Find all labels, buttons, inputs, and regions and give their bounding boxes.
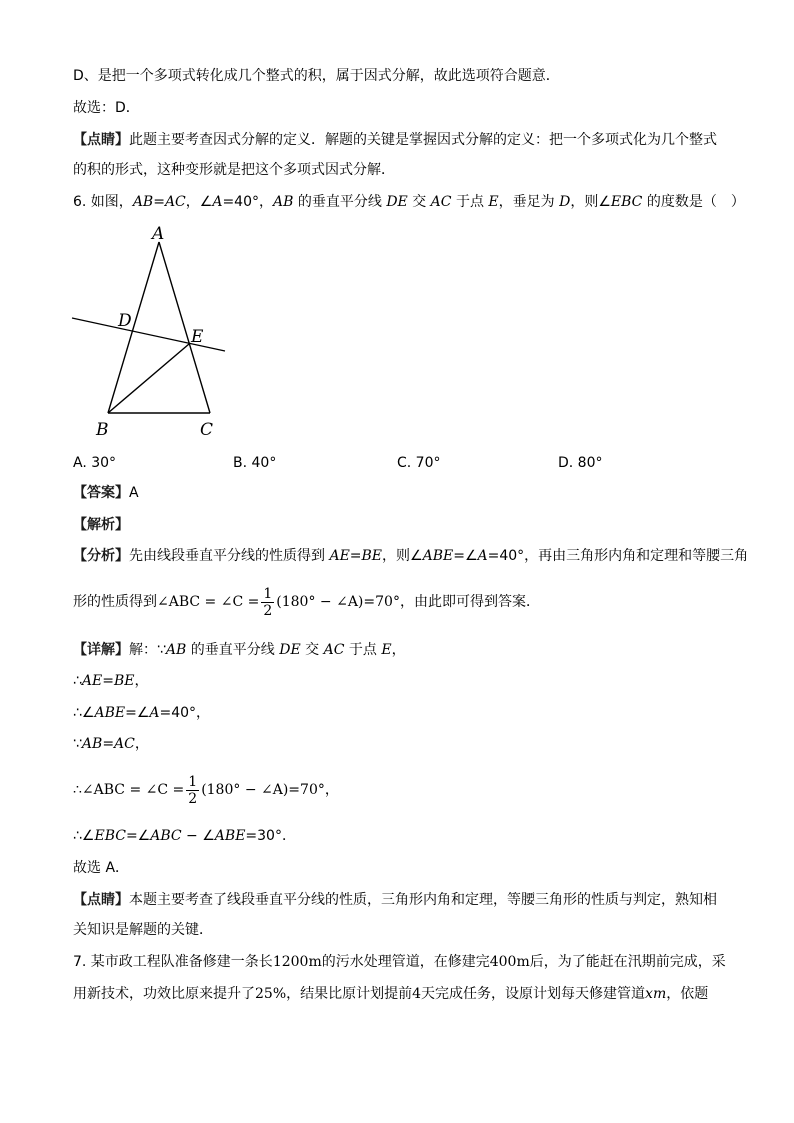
fenxi-formula: ∠ABC = ∠C =: [157, 594, 260, 610]
review-tag: 【点睛】: [73, 132, 129, 148]
detail-math: DE: [279, 642, 301, 658]
q7-text: 后，为了能赶在汛期前完成，采: [529, 954, 726, 970]
question-7-line1: [73, 952, 726, 972]
fenxi-math: A: [477, 548, 488, 564]
option-d-explanation: D、是把一个多项式转化成几个整式的积，属于因式分解，故此选项符合题意．: [73, 68, 560, 84]
review-text: 此题主要考查因式分解的定义．解题的关键是掌握因式分解的定义：把一个多项式化为几个整式: [129, 132, 717, 148]
step-math: AE=BE: [81, 673, 135, 689]
fenxi-text: =40°，再由三角形内角和定理和等腰三角: [487, 548, 749, 564]
review-q6-line2: 关知识是解题的关键．: [73, 922, 213, 938]
fenxi-text: ，由此即可得到答案．: [399, 594, 540, 610]
fenxi-line2: [73, 584, 540, 620]
conclusion: 故选 A．: [73, 860, 130, 876]
answer-line: [73, 483, 139, 503]
fraction-half: [186, 774, 199, 807]
fraction-numerator: 1: [263, 585, 273, 602]
detail-text: 的垂直平分线: [186, 642, 280, 658]
detail-math: AB: [165, 642, 187, 658]
q7-math: 4: [412, 986, 422, 1002]
step-formula: ∴∠ABC = ∠C =: [73, 782, 185, 798]
stem-text: 的垂直平分线: [293, 194, 387, 210]
proof-step-1: [73, 671, 149, 691]
detail-math: AC: [323, 642, 345, 658]
fenxi-math: AE=BE: [329, 548, 383, 564]
option-b: B. 40°: [233, 455, 277, 471]
review-q5-line2: 的积的形式，这种变形就是把这个多项式因式分解．: [73, 162, 395, 178]
segment-be: [108, 344, 189, 413]
triangle-figure: [70, 224, 240, 444]
fraction-denominator: 2: [188, 790, 198, 807]
q7-text: ，结果比原计划提前: [286, 986, 413, 1002]
detail-math: E: [381, 642, 392, 658]
review-text: 本题主要考查了线段垂直平分线的性质，三角形内角和定理，等腰三角形的性质与判定，熟知相: [129, 892, 717, 908]
label-e: E: [191, 327, 204, 347]
stem-math: EBC: [610, 194, 643, 210]
step-text: ∴: [73, 673, 82, 689]
q7-text: 天完成任务，设原计划每天修建管道: [421, 986, 646, 1002]
step-math: AB=AC: [81, 736, 135, 752]
step-math: ABE: [94, 705, 126, 721]
proof-step-2: [73, 703, 210, 723]
step-math: EBC: [94, 828, 126, 844]
review-q6-line1: [73, 890, 717, 910]
label-a: A: [152, 224, 165, 244]
option-a: A. 30°: [73, 455, 117, 471]
step-text: ∴∠: [73, 828, 95, 844]
step-text: − ∠: [181, 828, 215, 844]
question-6-stem: [73, 192, 745, 212]
fenxi-tag: 【分析】: [73, 548, 129, 564]
detail-line1: [73, 640, 406, 660]
step-text: ，: [134, 736, 149, 752]
stem-math: DE: [386, 194, 408, 210]
proof-step-3: [73, 734, 149, 754]
q7-math: xm: [645, 986, 667, 1002]
fenxi-text: =∠: [453, 548, 478, 564]
step-text: =30°．: [245, 828, 296, 844]
step-math: ABE: [214, 828, 246, 844]
choice-d: 故选：D．: [73, 100, 140, 116]
step-text: ，: [324, 782, 339, 798]
detail-text: ，: [391, 642, 406, 658]
q7-math: 400m: [489, 954, 530, 970]
stem-math: AB: [273, 194, 294, 210]
fenxi-math: ABE: [422, 548, 454, 564]
answer-value: A: [129, 485, 139, 501]
question-7-line2: [73, 984, 708, 1004]
fenxi-formula: (180° − ∠A)=70°: [276, 594, 400, 610]
review-q5-line1: [73, 130, 717, 150]
detail-text: 交: [300, 642, 324, 658]
stem-text: ，则∠: [570, 194, 611, 210]
stem-text: 交: [407, 194, 431, 210]
fenxi-text: 形的性质得到: [73, 594, 157, 610]
step-formula: (180° − ∠A)=70°: [201, 782, 325, 798]
analysis-tag: 【解析】: [73, 517, 129, 533]
stem-math: AC: [430, 194, 452, 210]
label-d: D: [118, 311, 132, 331]
analysis-heading: [73, 515, 129, 535]
stem-math: AB=AC: [132, 194, 186, 210]
step-text: =∠: [125, 705, 150, 721]
option-c: C. 70°: [397, 455, 441, 471]
stem-text: =40°，: [222, 194, 273, 210]
detail-tag: 【详解】: [73, 642, 129, 658]
stem-math: D: [559, 194, 571, 210]
q7-math: 1200m: [272, 954, 322, 970]
fraction-numerator: 1: [188, 773, 198, 790]
stem-math: E: [488, 194, 499, 210]
stem-text: 的度数是（ ）: [642, 194, 745, 210]
stem-text: 于点: [451, 194, 489, 210]
q7-math: 25%: [255, 986, 287, 1002]
option-d: D. 80°: [558, 455, 603, 471]
fenxi-text: ，则∠: [382, 548, 423, 564]
fraction-denominator: 2: [263, 602, 273, 619]
step-math: A: [149, 705, 160, 721]
proof-step-4: [73, 772, 339, 808]
q7-text: 用新技术，功效比原来提升了: [73, 986, 255, 1002]
step-text: ∴∠: [73, 705, 95, 721]
proof-step-5: [73, 826, 296, 846]
answer-tag: 【答案】: [73, 485, 129, 501]
q7-text: 7. 某市政工程队准备修建一条长: [73, 954, 273, 970]
step-text: ∵: [73, 736, 82, 752]
stem-math: A: [212, 194, 223, 210]
fraction-half: [261, 586, 274, 619]
step-math: ABC: [150, 828, 182, 844]
step-text: =40°，: [159, 705, 211, 721]
stem-text: 6. 如图，: [73, 194, 133, 210]
q7-text: ，依题: [666, 986, 709, 1002]
review-tag: 【点睛】: [73, 892, 129, 908]
q7-text: 的污水处理管道，在修建完: [321, 954, 490, 970]
detail-text: 于点: [344, 642, 382, 658]
stem-text: ，∠: [185, 194, 213, 210]
label-b: B: [96, 420, 109, 440]
step-text: ，: [134, 673, 149, 689]
fenxi-text: 先由线段垂直平分线的性质得到: [129, 548, 330, 564]
fenxi-line1: [73, 546, 748, 566]
detail-text: 解：∵: [129, 642, 166, 658]
step-text: =∠: [125, 828, 151, 844]
label-c: C: [200, 420, 214, 440]
stem-text: ，垂足为: [498, 194, 560, 210]
